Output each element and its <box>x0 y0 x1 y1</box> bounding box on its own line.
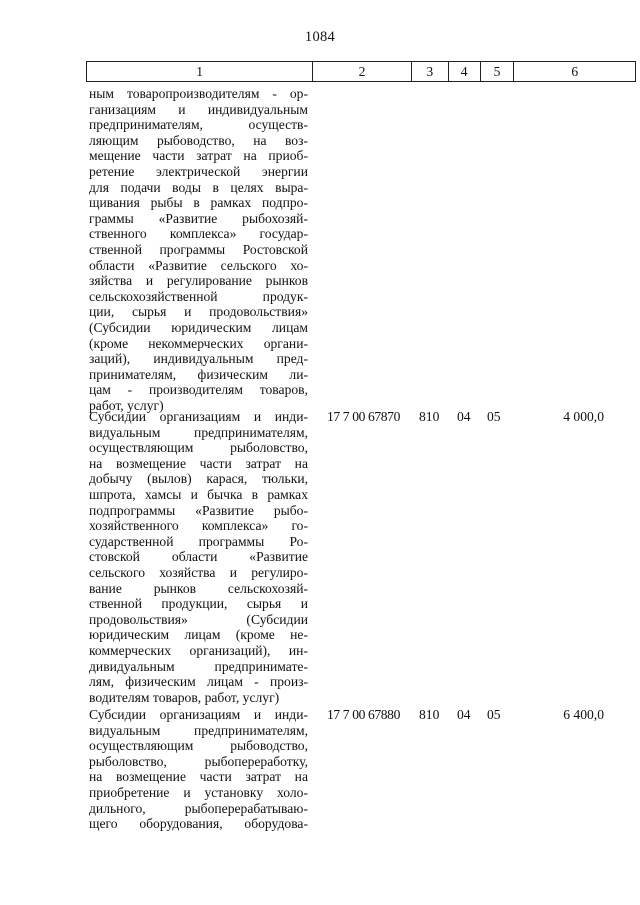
text-line: видуальным предпринимателям, <box>89 722 308 738</box>
text-line: юридическим лицам (кроме не- <box>89 627 308 643</box>
header-col-1: 1 <box>87 62 313 81</box>
text-line: ции, сырья и продовольствия» <box>89 304 308 320</box>
text-line: щивания рыбы в рамках подпро- <box>89 195 308 211</box>
row-3-col-4: 04 <box>457 707 471 722</box>
text-line: сельского хозяйства и регулиро- <box>89 564 308 580</box>
row-3-amount: 6 400,0 <box>563 707 604 722</box>
text-line: дильного, рыбоперерабатываю- <box>89 800 308 816</box>
text-line: продовольствия» (Субсидии <box>89 611 308 627</box>
text-line: ственного комплекса» государ- <box>89 226 308 242</box>
text-line: осуществляющим рыбоводство, <box>89 738 308 754</box>
text-line: хозяйственного комплекса» го- <box>89 518 308 534</box>
header-col-3: 3 <box>412 62 449 81</box>
table-row-3-description <box>89 707 308 832</box>
table-row-1-description <box>89 86 308 413</box>
text-line: мещение части затрат на приоб- <box>89 148 308 164</box>
text-line: осуществляющим рыболовство, <box>89 440 308 456</box>
row-3-col-3: 810 <box>419 707 440 722</box>
text-line: на возмещение части затрат на <box>89 455 308 471</box>
text-line: коммерческих организаций), ин- <box>89 642 308 658</box>
text-line: (Субсидии юридическим лицам <box>89 319 308 335</box>
text-line: Субсидии организациям и инди- <box>89 707 308 722</box>
text-line: для подачи воды в целях выра- <box>89 179 308 195</box>
text-line: лям, физическим лицам - произ- <box>89 674 308 690</box>
row-3-code: 17 7 00 67880 <box>327 707 400 722</box>
text-line: видуальным предпринимателям, <box>89 424 308 440</box>
text-line: добычу (вылов) карася, тюльки, <box>89 471 308 487</box>
text-line: ганизациям и индивидуальным <box>89 101 308 117</box>
text-line: ственной программы Ростовской <box>89 241 308 257</box>
row-2-col-5: 05 <box>487 409 501 424</box>
text-line: ственной продукции, сырья и <box>89 596 308 612</box>
text-line: граммы «Развитие рыбохозяй- <box>89 210 308 226</box>
table-row-2-description <box>89 409 308 705</box>
header-col-4: 4 <box>449 62 481 81</box>
text-line: работ, услуг) <box>89 397 164 413</box>
text-line: зяйства и регулирование рынков <box>89 273 308 289</box>
text-line: заций), индивидуальным пред- <box>89 351 308 367</box>
page-number: 1084 <box>304 29 336 45</box>
text-line: предпринимателям, осуществ- <box>89 117 308 133</box>
text-line: на возмещение части затрат на <box>89 769 308 785</box>
text-line: принимателям, физическим ли- <box>89 366 308 382</box>
text-line: шпрота, хамсы и бычка в рамках <box>89 486 308 502</box>
table-header-row <box>86 61 636 82</box>
text-line: ляющим рыбоводство, на воз- <box>89 132 308 148</box>
text-line: рыболовство, рыбопереработку, <box>89 753 308 769</box>
text-line: щего оборудования, оборудова- <box>89 816 308 832</box>
header-col-2: 2 <box>313 62 412 81</box>
text-line: приобретение и установку холо- <box>89 784 308 800</box>
row-2-code: 17 7 00 67870 <box>327 409 400 424</box>
text-line: дивидуальным предпринимате- <box>89 658 308 674</box>
text-line: вание рынков сельскохозяй- <box>89 580 308 596</box>
text-line: Субсидии организациям и инди- <box>89 409 308 424</box>
text-line: подпрограммы «Развитие рыбо- <box>89 502 308 518</box>
text-line: сельскохозяйственной продук- <box>89 288 308 304</box>
text-line: цам - производителям товаров, <box>89 382 308 398</box>
text-line: ным товаропроизводителям - ор- <box>89 86 308 101</box>
row-3-col-5: 05 <box>487 707 501 722</box>
row-2-col-3: 810 <box>419 409 440 424</box>
text-line: водителям товаров, работ, услуг) <box>89 689 280 705</box>
text-line: области «Развитие сельского хо- <box>89 257 308 273</box>
text-line: сударственной программы Ро- <box>89 533 308 549</box>
header-col-5: 5 <box>481 62 515 81</box>
text-line: стовской области «Развитие <box>89 549 308 565</box>
text-line: ретение электрической энергии <box>89 163 308 179</box>
row-2-col-4: 04 <box>457 409 471 424</box>
row-2-amount: 4 000,0 <box>563 409 604 424</box>
header-col-6: 6 <box>571 64 579 79</box>
text-line: (кроме некоммерческих органи- <box>89 335 308 351</box>
